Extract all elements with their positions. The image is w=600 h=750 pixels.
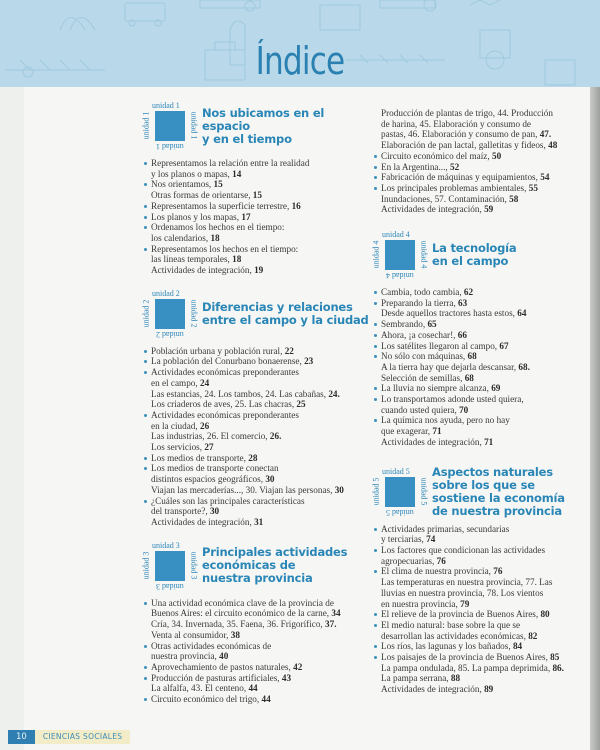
toc-entry <box>374 437 592 448</box>
unit-5-section <box>371 464 592 695</box>
toc-entry <box>374 383 592 394</box>
toc-entry <box>144 517 372 528</box>
toc-entry <box>144 651 372 662</box>
toc-entry-text: en nuestra provincia, <box>381 598 461 609</box>
toc-entry-text: Las industrias, 26. El comercio, <box>151 431 270 442</box>
toc-entry <box>374 108 592 119</box>
toc-entry-text: La pampa ondulada, 85. La pampa deprimida, <box>381 662 553 673</box>
toc-entry-text: Actividades de integración, <box>381 436 485 447</box>
toc-entry <box>374 183 592 194</box>
toc-page-number: 22 <box>284 345 294 356</box>
toc-entry <box>374 599 592 610</box>
toc-entry <box>144 641 372 652</box>
toc-entry <box>144 378 372 389</box>
toc-entry <box>374 588 592 599</box>
toc-page-number: 14 <box>232 168 242 179</box>
toc-entry-text: desarrollan las actividades económicas, <box>381 630 529 641</box>
toc-entry <box>374 566 592 577</box>
toc-page-number: 26 <box>199 420 210 431</box>
toc-page-number: 82 <box>528 630 538 641</box>
unit-3-section <box>141 540 372 705</box>
toc-page-number: 38 <box>230 629 240 640</box>
toc-entry-text: El clima de nuestra provincia, <box>381 566 494 577</box>
header-banner <box>0 0 600 87</box>
toc-entry-text: Las estancias, 24. Los tambos, 24. Las cabañas, <box>151 388 329 399</box>
toc-entry <box>374 287 592 298</box>
toc-page-number: 31 <box>254 516 264 527</box>
toc-page-number: 43 <box>281 672 292 683</box>
toc-entry <box>144 453 372 464</box>
toc-entry <box>374 545 592 556</box>
toc-entry-text: Representamos la superficie terrestre, <box>151 200 292 211</box>
toc-page-number: 42 <box>293 661 303 672</box>
toc-page-number: 23 <box>304 356 314 367</box>
toc-entry <box>374 577 592 588</box>
toc-page-number: 69 <box>491 383 501 394</box>
toc-page-number: 71 <box>432 426 442 437</box>
toc-page-number: 68 <box>464 372 474 383</box>
toc-page-number: 59 <box>484 204 494 215</box>
toc-page-number: 37. <box>325 619 337 630</box>
toc-page-number: 65 <box>427 319 437 330</box>
toc-entry <box>144 673 372 684</box>
toc-entry <box>144 474 372 485</box>
toc-entry <box>144 662 372 673</box>
toc-entry-text: Producción de pasturas artificiales, <box>151 672 282 683</box>
toc-entry <box>144 683 372 694</box>
unit-4-heading <box>371 229 592 281</box>
toc-entry <box>374 684 592 695</box>
toc-entry-text: nuestra provincia, <box>151 651 220 662</box>
toc-page-number: 19 <box>254 265 264 276</box>
toc-entry-text: las líneas temporales, <box>151 254 233 265</box>
toc-page-number: 47. <box>539 129 552 140</box>
toc-entry-text: Circuito económico del maíz, <box>381 150 492 161</box>
unit-3-topics-continued <box>374 108 592 215</box>
toc-page-number: 76 <box>493 566 503 577</box>
toc-entry-text: Inundaciones, 57. Contaminación, <box>381 193 510 204</box>
unit-3-topics <box>144 598 372 705</box>
unit-1-section <box>141 100 372 276</box>
toc-entry <box>374 298 592 309</box>
toc-entry <box>144 442 372 453</box>
toc-entry-text: Lo transportamos adonde usted quiera, <box>381 394 524 405</box>
toc-entry <box>144 506 372 517</box>
toc-entry-text: Producción de plantas de trigo, 44. Producción <box>381 108 553 118</box>
unit-badge-icon: unidad 5 unidad 5 unidad 5 unidad 5 <box>371 466 429 517</box>
toc-entry-text: Circuito económico del trigo, <box>151 694 262 705</box>
unit-badge-icon: unidad 4 unidad 4 unidad 4 unidad 4 <box>371 230 429 281</box>
toc-entry <box>374 362 592 373</box>
toc-page-number: 74 <box>426 534 436 545</box>
toc-entry <box>374 652 592 663</box>
toc-entry <box>374 609 592 620</box>
toc-entry-text: La lluvia no siempre alcanza, <box>381 383 492 394</box>
toc-entry <box>144 169 372 180</box>
toc-entry <box>374 673 592 684</box>
toc-entry-text: los calendarios, <box>151 232 211 243</box>
toc-entry <box>374 373 592 384</box>
toc-page-number: 25 <box>296 399 306 410</box>
toc-page-number: 66 <box>457 329 467 340</box>
toc-entry-text: en la ciudad, <box>151 420 200 431</box>
toc-page-number: 50 <box>491 150 502 161</box>
toc-entry-text: La alfalfa, 43. El centeno, <box>151 683 249 694</box>
toc-entry <box>374 319 592 330</box>
toc-entry <box>374 140 592 151</box>
toc-entry-text: Ahora, ¡a cosechar!, <box>381 329 458 340</box>
toc-entry <box>144 222 372 233</box>
toc-entry-text: Actividades de integración, <box>151 516 255 527</box>
toc-page-number: 80 <box>540 609 550 620</box>
unit-badge-icon: unidad 3 unidad 3 unidad 3 unidad 3 <box>141 540 199 591</box>
toc-entry-text: Actividades económicas preponderantes <box>151 367 299 378</box>
toc-entry-text: y terciarias, <box>381 534 427 545</box>
toc-page-number: 63 <box>458 297 468 308</box>
toc-entry <box>374 308 592 319</box>
left-margin <box>0 87 25 750</box>
toc-entry <box>374 162 592 173</box>
toc-entry-text: Los medios de transporte conectan <box>151 463 279 474</box>
toc-entry <box>374 194 592 205</box>
toc-page-number: 52 <box>449 161 460 172</box>
toc-entry-text: pastas, 46. Elaboración y consumo de pan, <box>381 129 540 140</box>
toc-entry-text: La química nos ayuda, pero no hay <box>381 415 510 426</box>
toc-entry-text: La población del Conurbano bonaerense, <box>151 356 305 367</box>
toc-entry <box>144 201 372 212</box>
toc-entry-text: Los planos y los mapas, <box>151 211 242 222</box>
toc-entry <box>144 630 372 641</box>
unit-4-section <box>371 229 592 448</box>
unit-badge-icon: unidad 1 unidad 1 unidad 1 unidad 1 <box>141 101 199 151</box>
toc-entry-text: Desde aquellos tractores hasta estos, <box>381 308 518 319</box>
unit-5-heading <box>371 464 592 518</box>
toc-entry <box>374 415 592 426</box>
toc-page-number: 70 <box>459 404 469 415</box>
toc-page-number: 30 <box>265 474 275 485</box>
toc-entry-text: Una actividad económica clave de la provincia de <box>151 597 334 608</box>
toc-entry-text: Actividades de integración, <box>381 204 485 215</box>
toc-entry <box>374 641 592 652</box>
toc-entry <box>144 179 372 190</box>
toc-entry-text: Los medios de transporte, <box>151 452 249 463</box>
toc-entry <box>374 129 592 140</box>
toc-entry-text: Viajan las mercaderías..., 30. Viajan las personas, <box>151 484 335 495</box>
toc-entry <box>144 389 372 400</box>
toc-entry <box>144 190 372 201</box>
toc-entry-text: agropecuarias, <box>381 555 437 566</box>
toc-entry-text: cuando usted quiera, <box>381 404 460 415</box>
toc-entry-text: Selección de semillas, <box>381 372 465 383</box>
toc-column-right <box>371 108 592 707</box>
toc-entry-text: del transporte?, <box>151 506 210 517</box>
toc-entry-text: y los planos o mapas, <box>151 168 233 179</box>
toc-entry <box>144 608 372 619</box>
toc-page-number: 18 <box>210 232 220 243</box>
unit-2-section <box>141 288 372 528</box>
toc-entry <box>374 620 592 631</box>
unit-title: Diferencias y relaciones entre el campo y la ciudad <box>202 299 369 327</box>
unit-2-heading <box>141 288 372 340</box>
toc-entry <box>374 524 592 535</box>
toc-entry-text: En la Argentina..., <box>381 161 450 172</box>
toc-page-number: 62 <box>463 287 474 298</box>
toc-entry-text: Actividades de integración, <box>381 684 485 695</box>
toc-page-number: 67 <box>499 340 509 351</box>
unit-badge-icon: unidad 2 unidad 2 unidad 2 unidad 2 <box>141 288 199 339</box>
toc-entry <box>374 151 592 162</box>
toc-entry <box>374 351 592 362</box>
toc-entry-text: El relieve de la provincia de Buenos Aires, <box>381 609 541 620</box>
toc-entry <box>374 663 592 674</box>
toc-page-number: 84 <box>512 641 523 652</box>
toc-entry-text: Los satélites llegaron al campo, <box>381 340 500 351</box>
toc-entry <box>144 254 372 265</box>
toc-entry <box>144 233 372 244</box>
toc-entry <box>374 556 592 567</box>
toc-entry-text: distintos espacios geográficos, <box>151 474 266 485</box>
toc-entry-text: Nos orientamos, <box>151 179 214 190</box>
toc-entry-text: Ordenamos los hechos en el tiempo: <box>151 222 285 233</box>
toc-entry-text: Otras formas de orientarse, <box>151 190 253 201</box>
toc-entry-text: ¿Cuáles son las principales características <box>151 495 305 506</box>
toc-entry <box>144 496 372 507</box>
toc-entry-text: Los factores que condicionan las actividades <box>381 544 546 555</box>
page-title: Índice <box>255 39 345 84</box>
toc-entry <box>144 421 372 432</box>
unit-title: Aspectos naturales sobre los que se sostiene la economía de nuestra provincia <box>432 464 565 518</box>
unit-3-heading <box>141 540 372 592</box>
toc-page-number: 30 <box>209 506 220 517</box>
toc-page-number: 30 <box>334 484 344 495</box>
toc-entry <box>374 341 592 352</box>
toc-entry-text: que exagerar, <box>381 426 433 437</box>
toc-page-number: 89 <box>484 684 494 695</box>
toc-entry-text: Los criaderos de aves, 25. Las chacras, <box>151 399 297 410</box>
toc-entry <box>374 119 592 130</box>
unit-title: La tecnología en el campo <box>432 241 517 269</box>
toc-entry-text: Cría, 34. Invernada, 35. Faena, 36. Frigorífico, <box>151 619 326 630</box>
toc-entry-text: Sembrando, <box>381 319 428 330</box>
toc-page-number: 48 <box>548 140 558 151</box>
toc-entry-text: Representamos los hechos en el tiempo: <box>151 243 299 254</box>
toc-page-number: 55 <box>528 182 538 193</box>
toc-page-number: 15 <box>213 179 223 190</box>
toc-page-number: 40 <box>219 651 229 662</box>
toc-entry <box>374 534 592 545</box>
toc-entry <box>144 598 372 609</box>
toc-page-number: 86. <box>552 662 564 673</box>
toc-entry <box>144 463 372 474</box>
toc-entry-text: Los paisajes de la provincia de Buenos Aires, <box>381 652 551 663</box>
toc-entry-text: Venta al consumidor, <box>151 629 231 640</box>
toc-entry-text: Preparando la tierra, <box>381 297 459 308</box>
toc-page-number: 27 <box>204 442 214 453</box>
toc-page-number: 18 <box>232 254 242 265</box>
toc-entry-text: en el campo, <box>151 377 200 388</box>
toc-page-number: 79 <box>460 598 470 609</box>
toc-page-number: 44 <box>248 683 258 694</box>
toc-entry-text: No sólo con máquinas, <box>381 351 468 362</box>
toc-page-number: 16 <box>291 200 301 211</box>
toc-entry <box>144 356 372 367</box>
toc-page-number: 68. <box>518 361 530 372</box>
toc-entry-text: Buenos Aires: el circuito económico de la carne, <box>151 608 332 619</box>
toc-page-number: 24. <box>328 388 340 399</box>
toc-page-number: 34 <box>331 608 341 619</box>
unit-1-topics <box>144 158 372 276</box>
toc-page-number: 54 <box>540 172 550 183</box>
toc-entry <box>144 346 372 357</box>
toc-entry <box>144 694 372 705</box>
toc-entry-text: Población urbana y población rural, <box>151 345 285 356</box>
unit-1-heading <box>141 100 372 152</box>
toc-entry-text: Actividades económicas preponderantes <box>151 409 299 420</box>
toc-entry-text: de harina, 45. Elaboración y consumo de <box>381 118 532 129</box>
unit-5-topics <box>374 524 592 695</box>
toc-entry-text: Los servicios, <box>151 442 205 453</box>
toc-entry-text: Aprovechamiento de pastos naturales, <box>151 661 294 672</box>
toc-entry-text: Fabricación de máquinas y equipamientos, <box>381 172 541 183</box>
toc-page-number: 24 <box>199 377 210 388</box>
toc-entry <box>374 631 592 642</box>
toc-page-number: 26. <box>269 431 282 442</box>
toc-entry-text: El medio natural: base sobre la que se <box>381 619 521 630</box>
toc-entry <box>144 367 372 378</box>
toc-entry <box>144 410 372 421</box>
page-number: 10 <box>8 730 35 744</box>
toc-entry <box>144 399 372 410</box>
toc-entry <box>374 330 592 341</box>
toc-entry <box>144 265 372 276</box>
toc-entry-text: Las temperaturas en nuestra provincia, 77. Las <box>381 577 553 588</box>
toc-entry <box>144 158 372 169</box>
toc-entry-text: lluvias en nuestra provincia, 78. Los vientos <box>381 587 544 598</box>
toc-entry-text: La pampa serrana, <box>381 673 451 684</box>
toc-entry-text: Actividades de integración, <box>151 265 255 276</box>
unit-title: Principales actividades económicas de nuestra provincia <box>202 545 348 586</box>
toc-page-number: 68 <box>467 351 477 362</box>
toc-entry <box>144 485 372 496</box>
toc-entry-text: Representamos la relación entre la realidad <box>151 158 310 168</box>
toc-entry-text: Cambia, todo cambia, <box>381 287 464 298</box>
toc-page-number: 76 <box>436 555 446 566</box>
toc-page-number: 58 <box>509 193 519 204</box>
toc-entry-text: Los ríos, las lagunas y los bañados, <box>381 641 513 652</box>
toc-page-number: 64 <box>517 308 527 319</box>
toc-column-left <box>141 100 372 717</box>
toc-page-number: 88 <box>450 673 461 684</box>
section-label: CIENCIAS SOCIALES <box>35 730 131 744</box>
toc-entry <box>144 431 372 442</box>
unit-title: Nos ubicamos en el espacio y en el tiempo <box>202 105 325 146</box>
toc-page-number: 28 <box>248 452 258 463</box>
toc-entry-text: Elaboración de pan lactal, galletitas y fideos, <box>381 140 549 151</box>
toc-entry <box>144 244 372 255</box>
toc-entry <box>374 394 592 405</box>
toc-page-number: 44 <box>261 694 271 705</box>
page-footer <box>8 730 130 744</box>
toc-entry <box>374 426 592 437</box>
toc-entry <box>144 619 372 630</box>
unit-2-topics <box>144 346 372 528</box>
toc-entry <box>374 405 592 416</box>
toc-entry-text: Actividades primarias, secundarias <box>381 523 510 534</box>
toc-page-number: 85 <box>550 652 560 663</box>
toc-entry <box>144 212 372 223</box>
toc-entry <box>374 172 592 183</box>
toc-page-number: 71 <box>484 436 494 447</box>
toc-page-number: 15 <box>252 190 262 201</box>
toc-page-number: 17 <box>241 211 251 222</box>
toc-entry-text: A la tierra hay que dejarla descansar, <box>381 361 519 372</box>
unit-4-topics <box>374 287 592 448</box>
toc-entry-text: Otras actividades económicas de <box>151 640 272 651</box>
toc-entry-text: Los principales problemas ambientales, <box>381 182 529 193</box>
toc-entry <box>374 204 592 215</box>
